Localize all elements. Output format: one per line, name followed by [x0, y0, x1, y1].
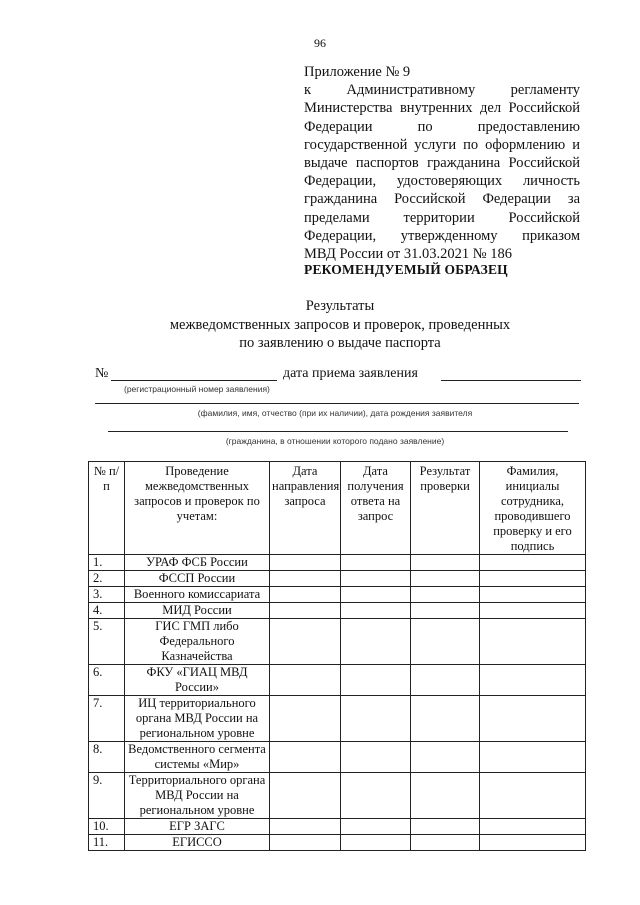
request-date-cell[interactable]	[270, 819, 341, 835]
response-date-cell[interactable]	[341, 571, 411, 587]
row-check-name: ГИС ГМП либо Федерального Казначейства	[125, 619, 270, 665]
row-number: 2.	[89, 571, 125, 587]
request-date-cell[interactable]	[270, 619, 341, 665]
result-cell[interactable]	[411, 603, 480, 619]
employee-cell[interactable]	[480, 742, 586, 773]
response-date-cell[interactable]	[341, 587, 411, 603]
row-number: 8.	[89, 742, 125, 773]
document-title	[0, 297, 640, 353]
table-row	[89, 665, 586, 696]
appendix-line: государственной услуги по оформлению и	[304, 136, 580, 153]
application-date-label: дата приема заявления	[283, 366, 418, 381]
citizen-blank[interactable]	[108, 431, 568, 432]
row-number: 4.	[89, 603, 125, 619]
header-response-date: Дата получения ответа на запрос	[341, 462, 411, 555]
table-row	[89, 571, 586, 587]
response-date-cell[interactable]	[341, 696, 411, 742]
appendix-line: Федерации, удостоверяющих личность	[304, 173, 580, 190]
employee-cell[interactable]	[480, 571, 586, 587]
row-number: 6.	[89, 665, 125, 696]
row-check-name: Ведомственного сегмента системы «Мир»	[125, 742, 270, 773]
response-date-cell[interactable]	[341, 619, 411, 665]
table-row	[89, 555, 586, 571]
applicant-name-blank[interactable]	[95, 403, 579, 404]
result-cell[interactable]	[411, 742, 480, 773]
header-check-type: Проведение межведомственных запросов и проверок по учетам:	[125, 462, 270, 555]
table-header-row	[89, 462, 586, 555]
table-row	[89, 603, 586, 619]
header-result: Результат проверки	[411, 462, 480, 555]
appendix-last-line: МВД России от 31.03.2021 № 186	[304, 246, 512, 263]
result-cell[interactable]	[411, 571, 480, 587]
header-number: № п/п	[89, 462, 125, 555]
employee-cell[interactable]	[480, 819, 586, 835]
employee-cell[interactable]	[480, 773, 586, 819]
row-number: 7.	[89, 696, 125, 742]
response-date-cell[interactable]	[341, 555, 411, 571]
response-date-cell[interactable]	[341, 665, 411, 696]
result-cell[interactable]	[411, 819, 480, 835]
registration-line	[95, 366, 585, 386]
row-check-name: Военного комиссариата	[125, 587, 270, 603]
employee-cell[interactable]	[480, 587, 586, 603]
appendix-line: гражданина Российской Федерации за	[304, 191, 580, 208]
header-request-date: Дата направления запроса	[270, 462, 341, 555]
citizen-caption: (гражданина, в отношении которого подано заявление)	[225, 436, 445, 446]
row-check-name: МИД России	[125, 603, 270, 619]
request-date-cell[interactable]	[270, 587, 341, 603]
request-date-cell[interactable]	[270, 555, 341, 571]
application-date-blank[interactable]	[441, 380, 581, 381]
header-employee: Фамилия, инициалы сотрудника, проводившего проверку и его подпись	[480, 462, 586, 555]
row-check-name: ЕГР ЗАГС	[125, 819, 270, 835]
appendix-line: Федерации по предоставлению	[304, 118, 580, 135]
table-row	[89, 835, 586, 851]
employee-cell[interactable]	[480, 555, 586, 571]
employee-cell[interactable]	[480, 835, 586, 851]
request-date-cell[interactable]	[270, 696, 341, 742]
row-check-name: ЕГИССО	[125, 835, 270, 851]
employee-cell[interactable]	[480, 696, 586, 742]
row-check-name: ИЦ территориального органа МВД России на региональном уровне	[125, 696, 270, 742]
response-date-cell[interactable]	[341, 835, 411, 851]
appendix-line: к Административному регламенту	[304, 82, 580, 99]
appendix-line: Федерации, утвержденному приказом	[304, 227, 580, 244]
row-check-name: УРАФ ФСБ России	[125, 555, 270, 571]
recommended-sample-heading: РЕКОМЕНДУЕМЫЙ ОБРАЗЕЦ	[304, 262, 508, 277]
result-cell[interactable]	[411, 835, 480, 851]
table-row	[89, 819, 586, 835]
row-number: 10.	[89, 819, 125, 835]
row-number: 3.	[89, 587, 125, 603]
response-date-cell[interactable]	[341, 819, 411, 835]
results-table	[88, 461, 586, 851]
appendix-block	[304, 63, 580, 263]
number-sign: №	[95, 366, 109, 381]
appendix-line: Министерства внутренних дел Российской	[304, 100, 580, 117]
document-title-line: межведомственных запросов и проверок, проведенных	[169, 316, 511, 333]
result-cell[interactable]	[411, 696, 480, 742]
table-row	[89, 619, 586, 665]
table-row	[89, 587, 586, 603]
employee-cell[interactable]	[480, 665, 586, 696]
response-date-cell[interactable]	[341, 773, 411, 819]
row-check-name: ФССП России	[125, 571, 270, 587]
row-number: 11.	[89, 835, 125, 851]
request-date-cell[interactable]	[270, 742, 341, 773]
response-date-cell[interactable]	[341, 742, 411, 773]
row-number: 5.	[89, 619, 125, 665]
table-row	[89, 742, 586, 773]
request-date-cell[interactable]	[270, 835, 341, 851]
table-row	[89, 773, 586, 819]
response-date-cell[interactable]	[341, 603, 411, 619]
document-title-line: по заявлению о выдаче паспорта	[239, 335, 441, 351]
appendix-title: Приложение № 9	[304, 64, 411, 80]
page-number: 96	[314, 36, 326, 50]
result-cell[interactable]	[411, 773, 480, 819]
request-date-cell[interactable]	[270, 571, 341, 587]
request-date-cell[interactable]	[270, 665, 341, 696]
applicant-name-caption: (фамилия, имя, отчество (при их наличии), дата рождения заявителя	[197, 408, 473, 418]
request-date-cell[interactable]	[270, 773, 341, 819]
registration-number-caption: (регистрационный номер заявления)	[124, 384, 270, 394]
appendix-line: пределами территории Российской	[304, 209, 580, 226]
row-number: 1.	[89, 555, 125, 571]
result-cell[interactable]	[411, 587, 480, 603]
document-title-line: Результаты	[305, 298, 375, 314]
employee-cell[interactable]	[480, 603, 586, 619]
appendix-line: выдаче паспортов гражданина Российской	[304, 155, 580, 172]
row-check-name: Территориального органа МВД России на региональном уровне	[125, 773, 270, 819]
table-row	[89, 696, 586, 742]
row-number: 9.	[89, 773, 125, 819]
result-cell[interactable]	[411, 555, 480, 571]
row-check-name: ФКУ «ГИАЦ МВД России»	[125, 665, 270, 696]
employee-cell[interactable]	[480, 619, 586, 665]
result-cell[interactable]	[411, 665, 480, 696]
request-date-cell[interactable]	[270, 603, 341, 619]
registration-number-blank[interactable]	[111, 380, 277, 381]
result-cell[interactable]	[411, 619, 480, 665]
